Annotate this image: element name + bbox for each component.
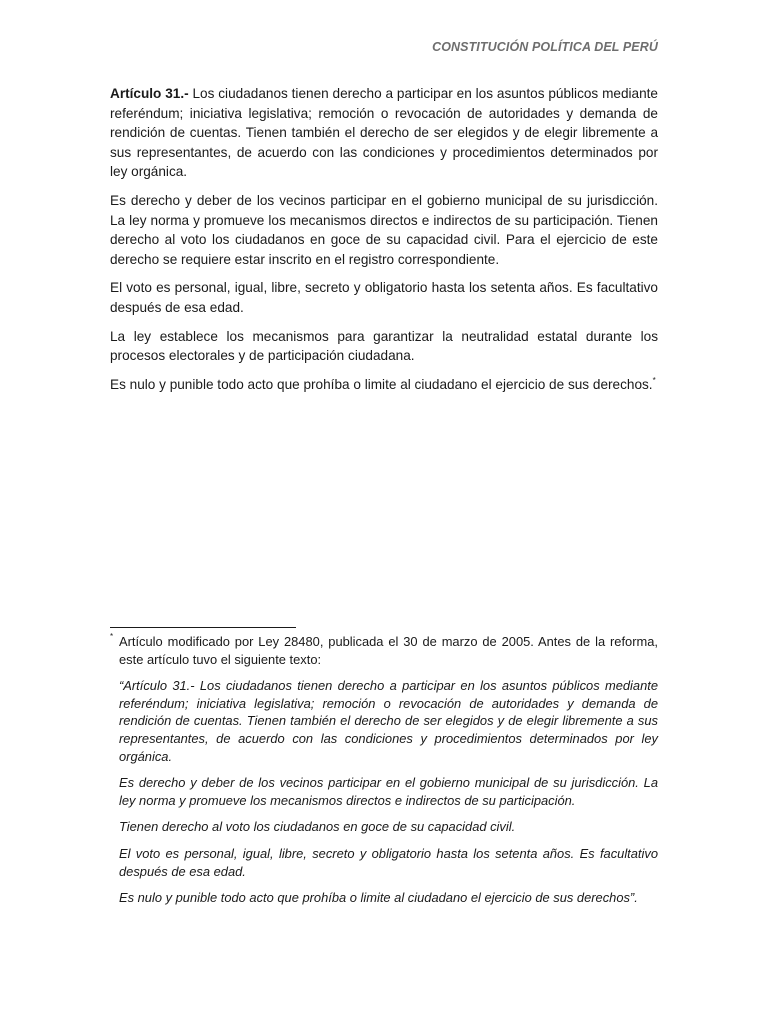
quote-paragraph: Es nulo y punible todo acto que prohíba o limite al ciudadano el ejercicio de sus derechos”.: [119, 890, 638, 906]
footnote-reference[interactable]: *: [652, 375, 656, 385]
footnote-intro: [110, 633, 658, 668]
quote-paragraph: Tienen derecho al voto los ciudadanos en goce de su capacidad civil.: [119, 819, 516, 835]
article-paragraph-1: [110, 84, 658, 182]
footnote: [110, 633, 658, 916]
article-paragraph-3: El voto es personal, igual, libre, secreto y obligatorio hasta los setenta años. Es facultativo después de esa edad.: [110, 280, 658, 315]
footnote-intro-text: Artículo modificado por Ley 28480, publicada el 30 de marzo de 2005. Antes de la reforma, este artículo tuvo el siguiente texto:: [119, 634, 658, 667]
article-paragraph-4: La ley establece los mecanismos para garantizar la neutralidad estatal durante los procesos electorales y de participación ciudadana.: [110, 328, 658, 364]
article-paragraph-5-text: Es nulo y punible todo acto que prohíba o limite al ciudadano el ejercicio de sus derechos.: [110, 376, 653, 392]
footnote-separator: [110, 627, 296, 628]
article-paragraph-1-text: Los ciudadanos tienen derecho a participar en los asuntos públicos mediante referéndum; iniciativa legislativa; remoción o revocación de autoridades y demanda de rendición de cuentas. Tienen también el derecho de ser elegidos y de elegir libremente a sus representantes, de acuerdo con las condiciones y procedimientos determinados por ley orgánica.: [110, 86, 658, 180]
quote-paragraph: El voto es personal, igual, libre, secreto y obligatorio hasta los setenta años. Es facultativo después de esa edad.: [119, 845, 658, 879]
quote-paragraph: “Artículo 31.- Los ciudadanos tienen derecho a participar en los asuntos públicos mediante referéndum; iniciativa legislativa; remoción o revocación de autoridades y demanda de rendición de cuentas. Tienen también el derecho de ser elegidos y de elegir libremente a sus representantes, de acuerdo con las condiciones y procedimientos determinados por ley orgánica.: [119, 678, 658, 764]
article-label: Artículo 31.-: [110, 86, 189, 101]
footnote-quote: [110, 677, 658, 907]
article-body: [110, 84, 658, 403]
running-header: CONSTITUCIÓN POLÍTICA DEL PERÚ: [432, 40, 658, 54]
article-paragraph-5: [110, 375, 658, 395]
quote-paragraph: Es derecho y deber de los vecinos participar en el gobierno municipal de su jurisdicción. La ley norma y promueve los mecanismos directos e indirectos de su participación.: [119, 775, 658, 808]
footnote-marker: *: [110, 632, 114, 641]
article-paragraph-2: Es derecho y deber de los vecinos participar en el gobierno municipal de su jurisdicción. La ley norma y promueve los mecanismos directos e indirectos de su participación. Tienen derecho al voto los ciudadanos en goce de su capacidad civil. Para el ejercicio de este derecho se requiere estar inscrito en el registro correspondiente.: [110, 192, 658, 267]
